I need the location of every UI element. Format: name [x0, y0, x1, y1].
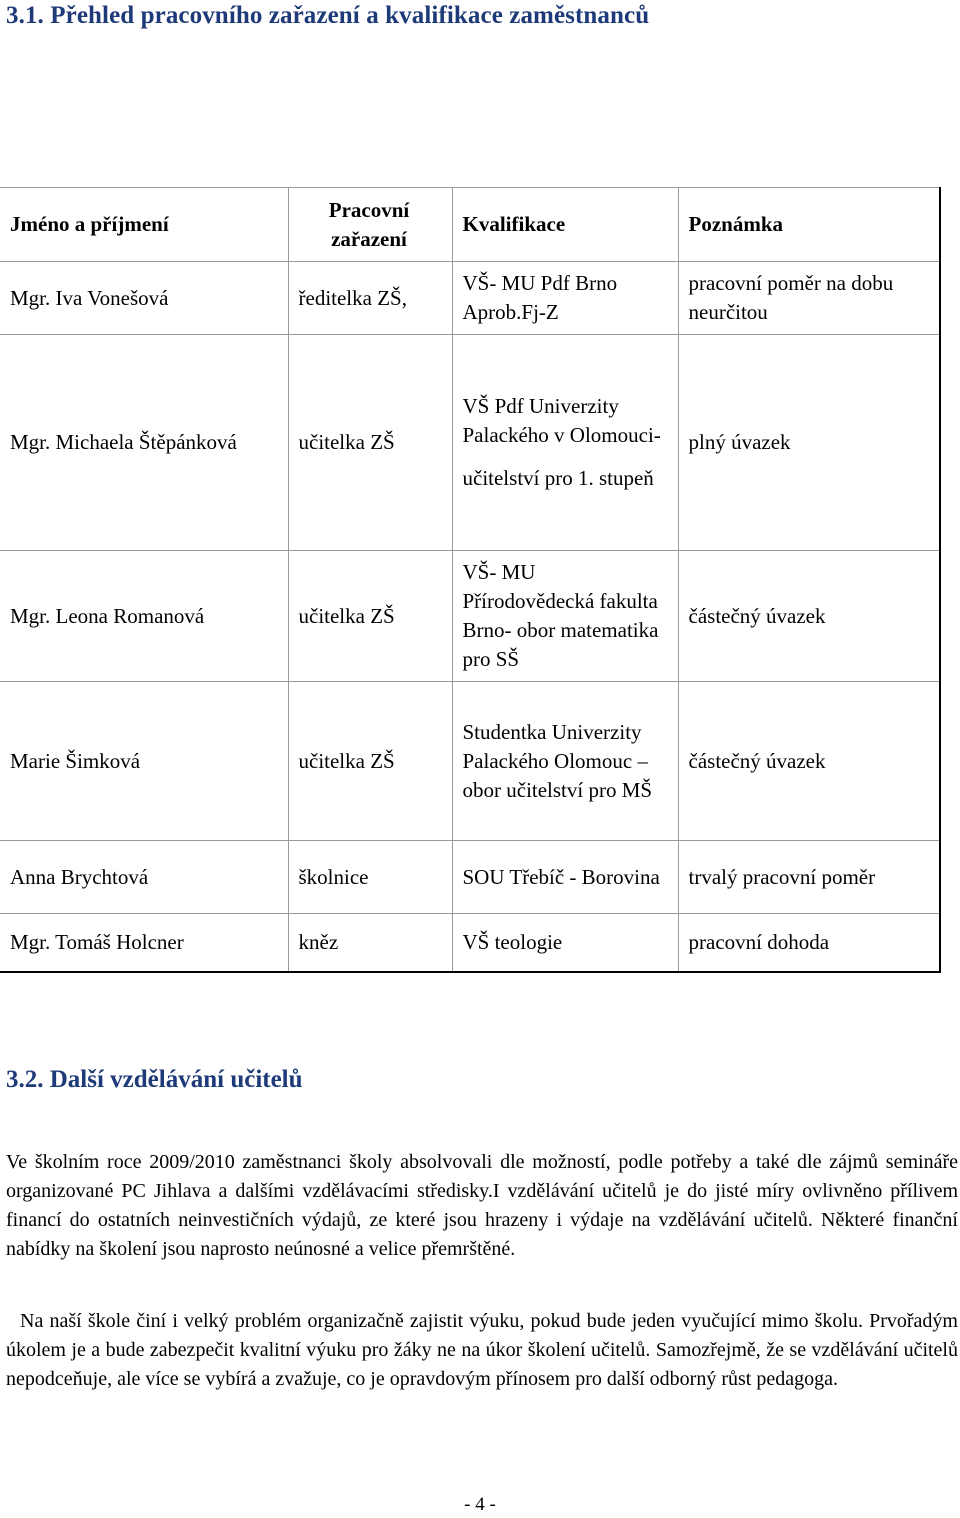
table-row [0, 262, 940, 335]
page-number: - 4 - [464, 1494, 496, 1515]
table-row [0, 551, 940, 682]
cell-qualification [452, 335, 678, 551]
cell-note: plný úvazek [678, 335, 940, 551]
header-qualification: Kvalifikace [452, 188, 678, 262]
cell-qualification: VŠ teologie [452, 914, 678, 972]
cell-note: pracovní dohoda [678, 914, 940, 972]
cell-qualification: VŠ- MU Přírodovědecká fakulta Brno- obor matematika pro SŠ [452, 551, 678, 682]
table-row [0, 335, 940, 551]
table-row [0, 682, 940, 841]
table-row [0, 914, 940, 972]
cell-position: školnice [288, 841, 452, 914]
cell-position: kněz [288, 914, 452, 972]
paragraph-training-2: Na naší škole činí i velký problém organizačně zajistit výuku, pokud bude jeden vyučující mimo školu. Prvořadým úkolem je a bude zabezpečit kvalitní výuku pro žáky ne na úkor školení učitelů. Samozřejmě, že se vzdělávání učitelů nepodceňuje, ale více se vybírá a zvažuje, co je opravdovým přínosem pro další odborný růst pedagoga. [6, 1310, 958, 1390]
header-note: Poznámka [678, 188, 940, 262]
cell-qualification: Studentka Univerzity Palackého Olomouc – obor učitelství pro MŠ [452, 682, 678, 841]
cell-position: učitelka ZŠ [288, 682, 452, 841]
cell-position: učitelka ZŠ [288, 551, 452, 682]
cell-name: Mgr. Iva Vonešová [0, 262, 288, 335]
cell-note: pracovní poměr na dobu neurčitou [678, 262, 940, 335]
table-header-row [0, 188, 940, 262]
header-position: Pracovní zařazení [288, 188, 452, 262]
cell-name: Mgr. Leona Romanová [0, 551, 288, 682]
cell-note: trvalý pracovní poměr [678, 841, 940, 914]
cell-name: Mgr. Tomáš Holcner [0, 914, 288, 972]
cell-name: Marie Šimková [0, 682, 288, 841]
staff-table [0, 187, 941, 973]
cell-name: Mgr. Michaela Štěpánková [0, 335, 288, 551]
cell-position: učitelka ZŠ [288, 335, 452, 551]
header-name: Jméno a příjmení [0, 188, 288, 262]
cell-note: částečný úvazek [678, 682, 940, 841]
qualification-line: VŠ Pdf Univerzity Palackého v Olomouci- [462, 394, 661, 447]
table-row [0, 841, 940, 914]
qualification-line-2: učitelství pro 1. stupeň [462, 466, 654, 490]
section-heading-training: 3.2. Další vzdělávání učitelů [6, 1066, 303, 1093]
cell-qualification: SOU Třebíč - Borovina [452, 841, 678, 914]
cell-position: ředitelka ZŠ, [288, 262, 452, 335]
cell-name: Anna Brychtová [0, 841, 288, 914]
paragraph-training-1: Ve školním roce 2009/2010 zaměstnanci školy absolvovali dle možností, podle potřeby a také dle zájmů semináře organizované PC Jihlava a dalšími vzdělávacími středisky.I vzdělávání učitelů je do jisté míry ovlivněno přílivem financí do ostatních neinvestičních výdajů, ze které jsou hrazeny i výdaje na vzdělávání učitelů. Některé finanční nabídky na školení jsou naprosto neúnosné a velice přemrštěné. [6, 1151, 958, 1260]
cell-note: částečný úvazek [678, 551, 940, 682]
cell-qualification: VŠ- MU Pdf Brno Aprob.Fj-Z [452, 262, 678, 335]
section-heading-staff: 3.1. Přehled pracovního zařazení a kvalifikace zaměstnanců [6, 2, 650, 29]
